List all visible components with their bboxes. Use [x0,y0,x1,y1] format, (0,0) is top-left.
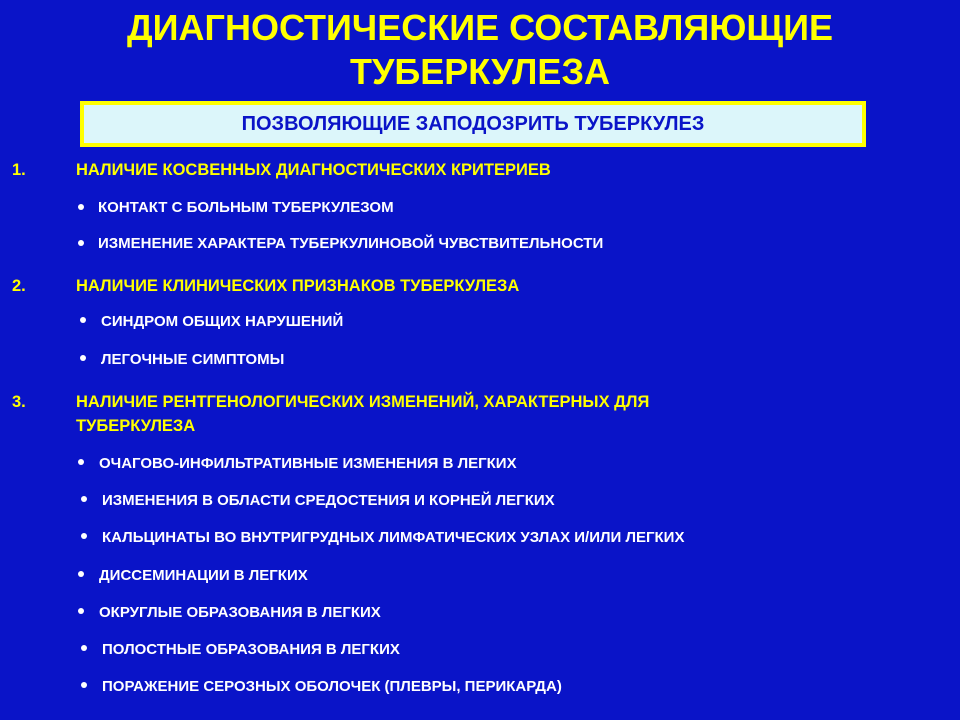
list-item: ЛЕГОЧНЫЕ СИМПТОМЫ [101,351,285,368]
bullet-icon [78,204,84,210]
list-item: ДИССЕМИНАЦИИ В ЛЕГКИХ [99,567,308,584]
list-item: ОЧАГОВО-ИНФИЛЬТРАТИВНЫЕ ИЗМЕНЕНИЯ В ЛЕГКИХ [99,455,517,472]
section-3-title-line-2: ТУБЕРКУЛЕЗА [76,417,196,435]
list-item: КАЛЬЦИНАТЫ ВО ВНУТРИГРУДНЫХ ЛИМФАТИЧЕСКИХ УЗЛАХ И/ИЛИ ЛЕГКИХ [102,529,685,546]
title-line-1: ДИАГНОСТИЧЕСКИЕ СОСТАВЛЯЮЩИЕ [127,7,833,48]
bullet-icon [81,533,87,539]
list-item: ПОРАЖЕНИЕ СЕРОЗНЫХ ОБОЛОЧЕК (ПЛЕВРЫ, ПЕРИКАРДА) [102,678,562,695]
subtitle-text: ПОЗВОЛЯЮЩИЕ ЗАПОДОЗРИТЬ ТУБЕРКУЛЕЗ [84,105,862,143]
page-title [0,6,960,94]
section-2-number: 2. [12,277,26,295]
list-item: ИЗМЕНЕНИЯ В ОБЛАСТИ СРЕДОСТЕНИЯ И КОРНЕЙ ЛЕГКИХ [102,492,555,509]
list-item: СИНДРОМ ОБЩИХ НАРУШЕНИЙ [101,313,344,330]
bullet-icon [78,240,84,246]
bullet-icon [78,571,84,577]
bullet-icon [81,682,87,688]
list-item: ОКРУГЛЫЕ ОБРАЗОВАНИЯ В ЛЕГКИХ [99,604,381,621]
section-1-number: 1. [12,161,26,179]
section-3-number: 3. [12,393,26,411]
section-2-title: НАЛИЧИЕ КЛИНИЧЕСКИХ ПРИЗНАКОВ ТУБЕРКУЛЕЗА [76,277,520,295]
title-line-2: ТУБЕРКУЛЕЗА [350,51,610,92]
subtitle-box [80,101,866,147]
list-item: ИЗМЕНЕНИЕ ХАРАКТЕРА ТУБЕРКУЛИНОВОЙ ЧУВСТВИТЕЛЬНОСТИ [98,235,604,252]
section-3-title-line-1: НАЛИЧИЕ РЕНТГЕНОЛОГИЧЕСКИХ ИЗМЕНЕНИЙ, ХАРАКТЕРНЫХ ДЛЯ [76,393,650,411]
list-item: ПОЛОСТНЫЕ ОБРАЗОВАНИЯ В ЛЕГКИХ [102,641,400,658]
bullet-icon [80,355,86,361]
bullet-icon [78,608,84,614]
section-3-title [76,390,836,438]
section-1-title: НАЛИЧИЕ КОСВЕННЫХ ДИАГНОСТИЧЕСКИХ КРИТЕРИЕВ [76,161,551,179]
bullet-icon [81,645,87,651]
bullet-icon [78,459,84,465]
bullet-icon [81,496,87,502]
bullet-icon [80,317,86,323]
list-item: КОНТАКТ С БОЛЬНЫМ ТУБЕРКУЛЕЗОМ [98,199,394,216]
